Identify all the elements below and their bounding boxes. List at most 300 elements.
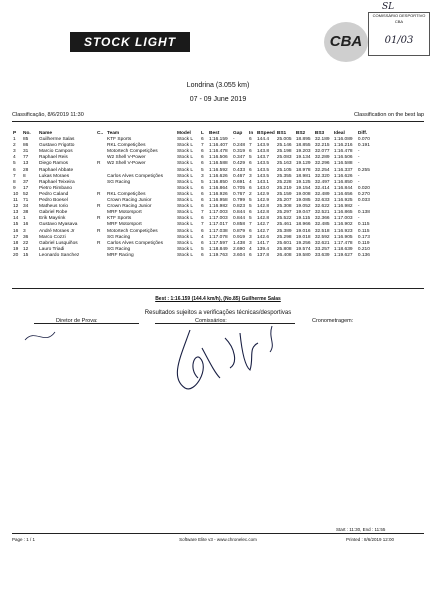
table-cell: Stock L — [177, 179, 193, 185]
table-cell: 32.320 — [314, 173, 330, 179]
col-header: Best — [209, 131, 220, 136]
table-cell: Stock L — [177, 173, 193, 179]
table-cell: 0.173 — [357, 234, 370, 240]
table-cell: 19.016 — [295, 228, 311, 234]
table-cell: 32.414 — [314, 185, 330, 191]
table-cell: 3 — [249, 240, 252, 246]
table-row — [12, 180, 373, 186]
table-cell: 143.5 — [257, 173, 270, 179]
handwritten-signatures — [150, 318, 300, 398]
table-cell: Crown Racing Junior — [107, 198, 152, 204]
table-cell: 32.485 — [314, 222, 330, 228]
table-cell: 17 — [23, 185, 29, 191]
table-cell: 19.008 — [295, 191, 311, 197]
table-cell: 71 — [23, 198, 29, 204]
table-cell: 31 — [23, 149, 29, 155]
table-cell: - — [357, 161, 360, 167]
table-cell: Lauro Triadi — [39, 246, 65, 252]
table-cell: Motortech Competições — [107, 228, 158, 234]
col-header: P — [13, 131, 17, 136]
table-cell: R — [97, 204, 101, 210]
table-cell: 0.115 — [357, 222, 370, 228]
table-cell: 13 — [23, 161, 29, 167]
cba-logo: CBA — [324, 22, 368, 62]
table-cell: 1:18.849 — [209, 246, 228, 252]
table-cell: 18.966 — [295, 222, 311, 228]
timekeeper-label: Cronometragem: — [312, 318, 354, 324]
table-cell: 0.070 — [357, 137, 370, 143]
table-cell: 1:16.925 — [333, 198, 353, 204]
table-cell: 1:16.905 — [333, 234, 353, 240]
table-cell: 7 — [201, 210, 204, 216]
table-cell: 6 — [249, 149, 252, 155]
table-cell: 0.319 — [233, 149, 246, 155]
table-cell: R — [97, 228, 101, 234]
table-cell: SG Racing — [107, 234, 131, 240]
col-header: L — [201, 131, 204, 136]
table-cell: 26.408 — [276, 252, 292, 258]
table-cell: 1:16.656 — [333, 191, 353, 197]
table-cell: 1:17.478 — [333, 240, 353, 246]
table-cell: 25.808 — [276, 246, 292, 252]
table-cell: 32.215 — [314, 143, 330, 149]
table-cell: 142.7 — [257, 228, 270, 234]
table-cell: 142.6 — [257, 234, 270, 240]
table-row — [12, 222, 373, 228]
col-header: Ideal — [333, 131, 345, 136]
table-cell: 6 — [201, 161, 204, 167]
table-cell: 1:16.478 — [209, 149, 228, 155]
table-cell: 25.159 — [276, 191, 292, 197]
table-cell: 1:16.159 — [209, 137, 228, 143]
table-cell: 0.255 — [357, 167, 370, 173]
table-cell: 86 — [23, 143, 29, 149]
table-cell: 1:16.865 — [333, 210, 353, 216]
table-row — [12, 253, 373, 259]
table-cell: 4 — [249, 246, 252, 252]
table-cell: 17 — [13, 234, 19, 240]
table-cell: Pedro Caland — [39, 191, 69, 197]
stamp-line-1: COMISSÁRIO DESPORTIVO — [372, 13, 426, 18]
table-cell: 1:16.902 — [333, 222, 353, 228]
table-cell: 1:17.038 — [209, 228, 228, 234]
stamp-handwritten-date: 01/03 — [384, 35, 414, 46]
table-cell: 33.257 — [314, 246, 330, 252]
table-cell: 1:16.337 — [333, 167, 353, 173]
table-cell: Gustavo Myasava — [39, 222, 78, 228]
col-header: No. — [23, 131, 31, 136]
table-cell: 37 — [23, 179, 29, 185]
director-scribble — [20, 320, 70, 350]
table-cell: 13 — [13, 210, 19, 216]
table-cell: 25.207 — [276, 198, 292, 204]
steward-stamp — [368, 12, 430, 56]
table-cell: 143.5 — [257, 161, 270, 167]
table-cell: 3 — [23, 228, 26, 234]
best-lap-text: Best : 1:16.159 (144.4 km/h), (No.85) Guilherme Salas — [155, 296, 281, 302]
table-cell: 1:16.982 — [209, 204, 228, 210]
table-cell: 0.433 — [233, 167, 246, 173]
table-cell: 7 — [249, 143, 252, 149]
table-cell: R — [97, 240, 101, 246]
table-cell — [96, 253, 106, 259]
table-cell: 6 — [201, 204, 204, 210]
table-cell: 139.4 — [257, 246, 270, 252]
table-cell: Gustavo Frigotto — [39, 143, 75, 149]
table-cell: - — [233, 137, 235, 143]
table-cell: 0.879 — [233, 228, 246, 234]
table-cell: MRF Motorsport — [107, 210, 142, 216]
table-cell: 143.0 — [257, 185, 270, 191]
table-row — [12, 241, 373, 247]
table-cell: 19.115 — [295, 216, 311, 222]
table-cell: 6 — [201, 228, 204, 234]
table-cell: 3 — [13, 149, 16, 155]
table-cell: RKL Competições — [107, 191, 146, 197]
table-cell: 5 — [201, 179, 204, 185]
table-cell: 1:16.089 — [333, 137, 353, 143]
table-cell: 2.690 — [233, 246, 246, 252]
table-cell: - — [357, 204, 360, 210]
col-header: BS3 — [314, 131, 325, 136]
table-cell: 6 — [249, 210, 252, 216]
table-cell: 144.4 — [257, 137, 270, 143]
table-cell: 1:16.926 — [209, 191, 228, 197]
table-cell: SG Racing — [107, 246, 131, 252]
col-header: Gap — [233, 131, 243, 136]
table-cell: 143.5 — [257, 167, 270, 173]
table-cell: 32.621 — [314, 240, 330, 246]
table-cell: 2 — [13, 143, 16, 149]
table-cell: Gabriel Lusquiños — [39, 240, 78, 246]
page-number: Page : 1 / 1 — [12, 537, 36, 542]
table-cell: 22 — [23, 240, 29, 246]
table-cell: 6 — [13, 167, 16, 173]
timekeeper-signature-box — [310, 318, 410, 348]
table-cell: 16 — [23, 222, 29, 228]
table-cell: 32.254 — [314, 167, 330, 173]
table-cell: Stock L — [177, 149, 193, 155]
table-cell: 0.919 — [233, 234, 246, 240]
table-cell: 142.9 — [257, 198, 270, 204]
table-cell: 1:19.627 — [333, 252, 353, 258]
table-cell: 32.592 — [314, 234, 330, 240]
table-cell: 6 — [201, 240, 204, 246]
table-cell: 6 — [249, 228, 252, 234]
table-row — [12, 161, 373, 167]
table-cell: SG Racing — [107, 179, 131, 185]
table-cell: 19.134 — [295, 155, 311, 161]
table-cell: 32.622 — [314, 204, 330, 210]
table-cell: 6 — [201, 191, 204, 197]
table-cell: 18.855 — [295, 143, 311, 149]
table-cell: 1:17.003 — [209, 210, 228, 216]
best-lap-line — [0, 296, 436, 302]
info-bar — [12, 112, 424, 118]
table-cell: 1:16.478 — [333, 149, 353, 155]
table-cell: 1 — [13, 137, 16, 143]
table-cell: Gabriel Robe — [39, 210, 68, 216]
table-cell: Leonardo Sanchez — [39, 252, 80, 258]
table-cell: Raphael Reis — [39, 155, 68, 161]
table-cell: 1:16.506 — [333, 155, 353, 161]
table-cell: 0.115 — [357, 228, 370, 234]
table-cell: 5 — [201, 246, 204, 252]
table-cell: 1:16.844 — [333, 185, 353, 191]
table-cell: Matheus Iorio — [39, 204, 69, 210]
table-cell: 25.005 — [276, 137, 292, 143]
table-cell: 77 — [23, 155, 29, 161]
table-cell: Stock L — [177, 216, 193, 222]
table-cell: 5 — [201, 167, 204, 173]
table-cell: 2 — [249, 191, 252, 197]
table-cell: 19.018 — [295, 234, 311, 240]
table-cell: 19.203 — [295, 149, 311, 155]
table-cell: 25.219 — [276, 185, 292, 191]
table-cell: 0.799 — [233, 198, 246, 204]
table-cell: Crown Racing Junior — [107, 204, 152, 210]
table-cell: Carlos Alves Competições — [107, 173, 163, 179]
table-cell: 5 — [249, 216, 252, 222]
table-cell: 11 — [13, 198, 18, 204]
table-cell: 0.191 — [357, 143, 370, 149]
table-cell: 7 — [13, 173, 16, 179]
table-cell: 0.844 — [233, 216, 246, 222]
table-cell: 1:16.864 — [209, 185, 228, 191]
table-cell: 0.467 — [233, 173, 246, 179]
software-credit: Software Elite v3 - www.chronelec.com — [179, 537, 257, 542]
table-cell: Carlos Alves Competições — [107, 240, 163, 246]
table-cell: Diego Ramos — [39, 161, 69, 167]
table-cell: Stock L — [177, 185, 193, 191]
table-cell: Raphael Teixeira — [39, 179, 75, 185]
table-cell: 10 — [13, 191, 19, 197]
table-cell: 85 — [23, 137, 29, 143]
table-cell: 0.691 — [233, 179, 246, 185]
table-cell: 33.639 — [314, 252, 330, 258]
table-cell: 19.154 — [295, 185, 311, 191]
table-cell: Stock L — [177, 191, 193, 197]
table-cell: 15 — [23, 252, 29, 258]
table-cell: 0.844 — [233, 210, 246, 216]
table-cell: 25.461 — [276, 222, 292, 228]
table-cell: 25.298 — [276, 234, 292, 240]
table-cell: KTF Sports — [107, 216, 132, 222]
classification-note: Classification on the best lap — [353, 112, 424, 118]
table-cell: 6 — [201, 137, 204, 143]
table-cell: 6 — [201, 185, 204, 191]
table-cell: 12 — [23, 246, 29, 252]
table-cell: Marco Cozzi — [39, 234, 66, 240]
table-cell: 7 — [201, 143, 204, 149]
col-header: Diff. — [357, 131, 368, 136]
col-header: Team — [107, 131, 120, 136]
table-cell: - — [357, 179, 360, 185]
table-cell: 18.978 — [295, 167, 311, 173]
table-cell: 19 — [13, 246, 19, 252]
table-cell: Stock L — [177, 240, 193, 246]
table-cell: 141.7 — [257, 240, 270, 246]
table-cell: 6 — [249, 252, 252, 258]
table-cell: 18.981 — [295, 173, 311, 179]
table-cell: 142.8 — [257, 210, 270, 216]
table-cell: 5 — [249, 198, 252, 204]
table-cell: 1:17.597 — [209, 240, 228, 246]
stamp-line-2: CBA — [394, 19, 404, 24]
col-header: Name — [39, 131, 53, 136]
printed-time: Printed : 8/6/2019 12:00 — [346, 537, 395, 542]
table-cell: 0.858 — [233, 222, 246, 228]
table-cell: 8 — [23, 173, 26, 179]
table-cell: 25.146 — [276, 143, 292, 149]
table-cell: 137.8 — [257, 252, 270, 258]
col-header: BSpeed — [257, 131, 275, 136]
results-table — [12, 131, 373, 259]
col-header: C.. — [97, 131, 104, 136]
table-cell: 3 — [249, 173, 252, 179]
table-cell: MRF Racing — [107, 252, 134, 258]
table-cell: 1:16.588 — [209, 161, 228, 167]
table-cell: 1:16.588 — [333, 161, 353, 167]
table-cell: R — [97, 216, 101, 222]
stewards-label: Comissários: — [195, 318, 227, 324]
table-cell: Guilherme Salas — [39, 137, 75, 143]
table-cell: - — [357, 216, 360, 222]
table-cell: 0.248 — [233, 143, 246, 149]
table-cell: 28 — [23, 167, 29, 173]
table-cell: KTF Sports — [107, 137, 132, 143]
table-cell: 19.047 — [295, 210, 311, 216]
table-cell: 25.522 — [276, 216, 292, 222]
table-cell: 1.438 — [233, 240, 246, 246]
handwritten-mark: SL — [382, 2, 395, 12]
table-cell: 0.138 — [357, 210, 370, 216]
table-cell: 142.8 — [257, 204, 270, 210]
table-cell: 5 — [249, 204, 252, 210]
table-cell: 38 — [23, 210, 29, 216]
table-cell: 0.823 — [233, 204, 246, 210]
table-cell: 8 — [13, 179, 16, 185]
table-cell: 32.521 — [314, 210, 330, 216]
table-row — [12, 229, 373, 235]
table-cell: 25.297 — [276, 210, 292, 216]
table-cell: André Moraes Jr — [39, 228, 75, 234]
table-cell: 25.105 — [276, 167, 292, 173]
table-cell: W2 Shell V-Power — [107, 155, 146, 161]
table-cell: 25.308 — [276, 204, 292, 210]
table-cell: MRF Motorsport — [107, 222, 142, 228]
table-cell: 143.1 — [257, 179, 270, 185]
event-dates: 07 - 09 June 2019 — [189, 96, 247, 103]
table-cell: 6 — [201, 155, 204, 161]
table-cell: - — [357, 173, 360, 179]
table-cell: 1:16.626 — [333, 173, 353, 179]
col-header: BS1 — [276, 131, 287, 136]
venue-title: Londrina (3.055 km) — [186, 82, 250, 89]
col-header: In — [249, 131, 254, 136]
table-cell: 6 — [249, 167, 252, 173]
table-cell: 18.895 — [295, 137, 311, 143]
table-cell: 0.020 — [357, 185, 370, 191]
table-cell: Stock L — [177, 204, 193, 210]
table-cell: 36 — [23, 234, 29, 240]
table-cell: 1:16.958 — [209, 198, 228, 204]
table-cell: Erik Mayrink — [39, 216, 66, 222]
table-row — [12, 174, 373, 180]
table-row — [12, 168, 373, 174]
table-cell: 32.518 — [314, 228, 330, 234]
col-header: BS2 — [295, 131, 306, 136]
table-cell: 20 — [13, 252, 19, 258]
director-label: Diretor de Prova: — [56, 318, 98, 324]
table-cell: - — [357, 155, 360, 161]
table-cell: Stock L — [177, 228, 193, 234]
table-cell: 19.256 — [295, 240, 311, 246]
table-cell: 14 — [13, 216, 19, 222]
table-cell: 25.198 — [276, 149, 292, 155]
table-cell: 25.228 — [276, 179, 292, 185]
table-cell: 32.366 — [314, 216, 330, 222]
table-cell: 1:19.763 — [209, 252, 228, 258]
table-cell: 1 — [23, 216, 26, 222]
table-cell: 6 — [249, 161, 252, 167]
table-cell: Marcio Campos — [39, 149, 73, 155]
table-cell: 142.7 — [257, 222, 270, 228]
table-cell: 3.604 — [233, 252, 246, 258]
table-cell: Stock L — [177, 143, 193, 149]
table-cell: 16 — [13, 228, 19, 234]
table-cell: 1:16.626 — [209, 173, 228, 179]
table-cell: 25.355 — [276, 173, 292, 179]
table-cell: 1:17.003 — [209, 216, 228, 222]
table-cell: 32.489 — [314, 191, 330, 197]
table-cell: 143.7 — [257, 155, 270, 161]
table-cell: 1:17.078 — [209, 234, 228, 240]
table-cell: R — [97, 191, 101, 197]
table-cell: 4 — [249, 179, 252, 185]
table-cell: 1:17.017 — [209, 222, 228, 228]
table-cell: 19.125 — [295, 179, 311, 185]
table-cell: 19.052 — [295, 204, 311, 210]
header-divider — [12, 121, 424, 122]
table-cell: 142.8 — [257, 216, 270, 222]
results-disclaimer: Resultados sujeitos a verificações técnicas/desportivas — [144, 310, 292, 316]
table-cell: 12 — [13, 204, 19, 210]
table-cell: 1:16.407 — [209, 143, 228, 149]
table-cell: 7 — [201, 222, 204, 228]
table-cell: R — [97, 161, 101, 167]
table-cell: 5 — [249, 155, 252, 161]
table-cell: 25.163 — [276, 161, 292, 167]
table-cell: Stock L — [177, 198, 193, 204]
footer-divider — [12, 533, 424, 534]
table-cell: 0.033 — [357, 198, 370, 204]
table-cell: 4 — [201, 234, 204, 240]
table-cell: 25.601 — [276, 240, 292, 246]
table-cell: 6 — [201, 252, 204, 258]
table-cell: 1:16.982 — [333, 204, 353, 210]
table-cell: 52 — [23, 191, 29, 197]
table-cell: Pietro Rimbano — [39, 185, 73, 191]
table-cell: W2 Shell V-Power — [107, 161, 146, 167]
table-cell: 143.9 — [257, 143, 270, 149]
table-cell: 1:17.003 — [333, 216, 353, 222]
table-cell: 5 — [13, 161, 16, 167]
table-cell: 32.296 — [314, 161, 330, 167]
table-cell: Stock L — [177, 161, 193, 167]
table-cell: 1:16.850 — [333, 179, 353, 185]
table-cell: 1:18.639 — [333, 246, 353, 252]
